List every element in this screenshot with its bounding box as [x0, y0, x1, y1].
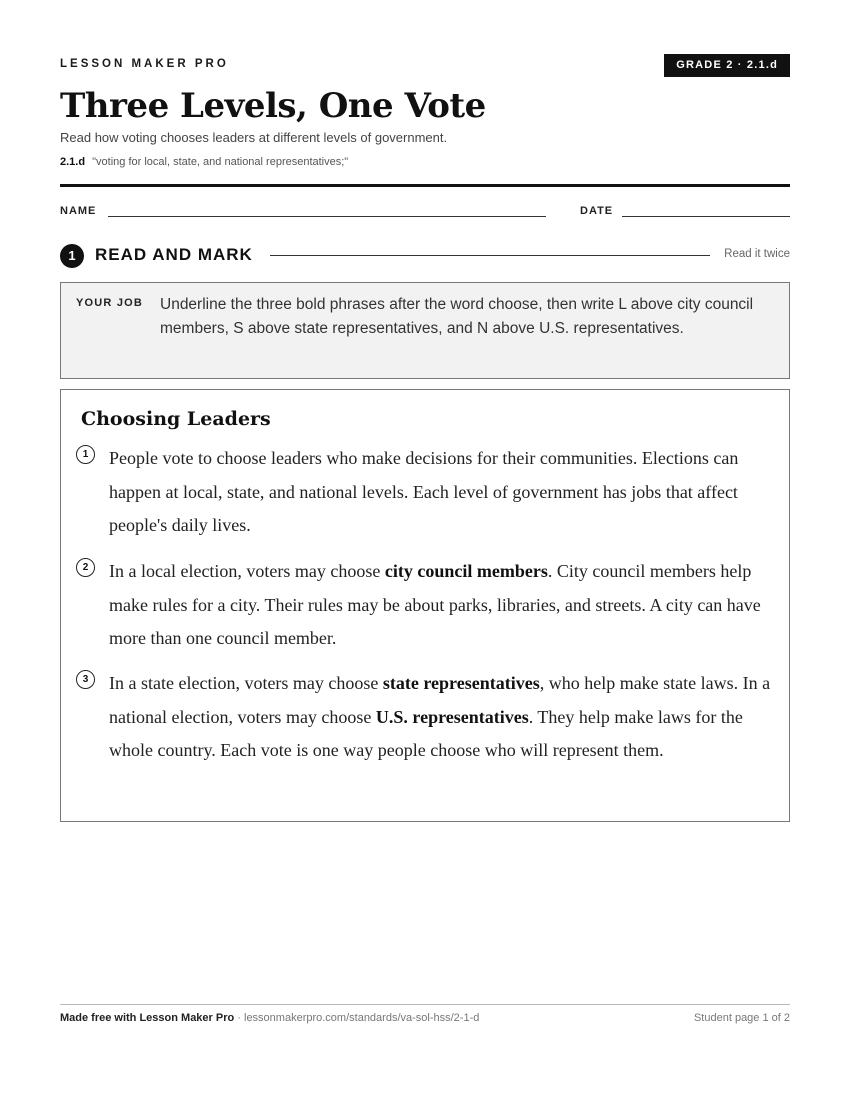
footer-made-by: Made free with Lesson Maker Pro: [60, 1012, 235, 1024]
paragraph-number-1: 1: [76, 445, 95, 464]
paragraph-3-text-end: . They help make laws for the whole country. Each vote is one way people choose who will represent them.: [109, 706, 743, 760]
page-title: Three Levels, One Vote: [60, 86, 486, 126]
paragraph-3-text-middle: , who help make state laws. In a national election, voters may choose: [109, 673, 771, 727]
section-divider: [270, 255, 710, 256]
standard-text: "voting for local, state, and national representatives;": [92, 156, 349, 168]
bold-phrase-city-council: city council members: [384, 561, 548, 581]
instructions-label: YOUR JOB: [76, 297, 144, 309]
instructions-text: Underline the three bold phrases after the word choose, then write L above city council members, S above state representatives, and N above U.S. representatives.: [160, 296, 754, 337]
standard-line: [60, 156, 348, 168]
paragraph-2-text-start: In a local election, voters may choose: [109, 561, 385, 581]
instructions-box: [60, 282, 790, 379]
footer-divider: [60, 1004, 790, 1005]
header-divider: [60, 184, 790, 187]
date-label: DATE: [580, 205, 614, 217]
passage-title: Choosing Leaders: [81, 408, 271, 430]
bold-phrase-state-reps: state representatives: [382, 673, 540, 693]
brand-name: LESSON MAKER PRO: [60, 58, 229, 70]
section-note: Read it twice: [724, 248, 790, 260]
paragraph-3: [109, 667, 774, 768]
name-label: NAME: [60, 205, 97, 217]
footer-page-number: Student page 1 of 2: [693, 1012, 790, 1024]
section-title: READ AND MARK: [95, 245, 253, 264]
standard-code: 2.1.d: [60, 156, 86, 168]
page-subtitle: Read how voting chooses leaders at different levels of government.: [60, 130, 448, 145]
name-field[interactable]: [108, 216, 546, 217]
date-field[interactable]: [622, 216, 790, 217]
paragraph-2-text-end: . City council members help make rules for a city. Their rules may be about parks, libraries, and streets. A city can have more than one council member.: [109, 561, 761, 648]
footer-credit: [60, 1012, 479, 1024]
paragraph-3-text-start: In a state election, voters may choose: [109, 673, 383, 693]
paragraph-2: [109, 555, 774, 656]
paragraph-1: People vote to choose leaders who make decisions for their communities. Elections can happen at local, state, and national levels. Each level of government has jobs that affect people's daily lives.: [109, 448, 739, 535]
paragraph-number-2: 2: [76, 558, 95, 577]
footer-url[interactable]: · lessonmakerpro.com/standards/va-sol-hss/2-1-d: [234, 1012, 480, 1024]
bold-phrase-us-reps: U.S. representatives: [375, 706, 529, 727]
section-number-badge: 1: [60, 244, 84, 268]
paragraph-number-3: 3: [76, 670, 95, 689]
reading-passage: [60, 389, 790, 822]
grade-badge: GRADE 2 · 2.1.d: [664, 54, 790, 77]
